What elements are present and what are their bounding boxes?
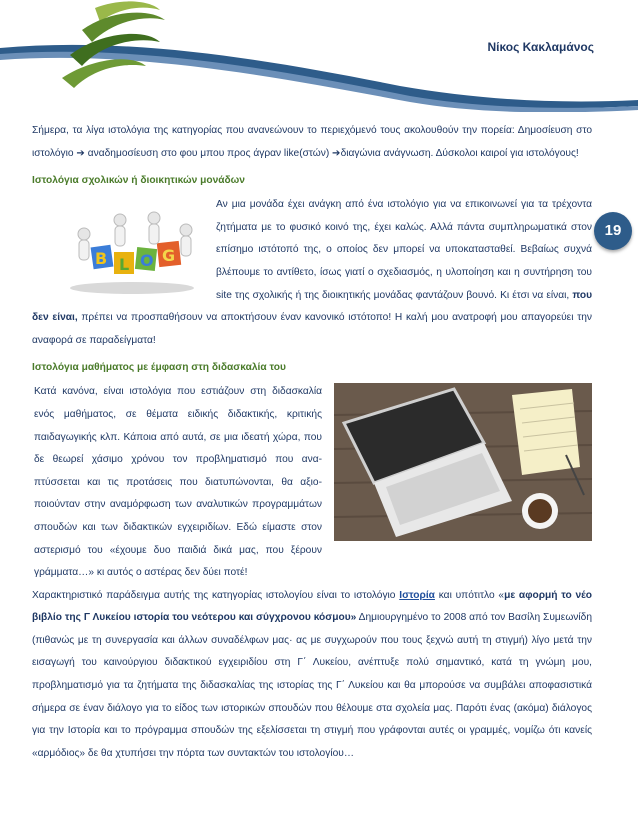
section3-text-b: και υπότιτλο «: [434, 589, 505, 601]
blog-people-icon: [62, 200, 202, 296]
svg-text:B: B: [95, 249, 108, 269]
svg-text:G: G: [162, 246, 176, 266]
section3-text-a: Χαρακτηριστικό παράδειγμα αυτής της κατηγορίας ιστολογίου είναι το ιστολόγιο: [32, 589, 400, 601]
header-swirl-logo: [0, 0, 638, 112]
section-heading-school-units: Ιστολόγια σχολικών ή διοικητικών μονάδων: [32, 175, 245, 187]
svg-text:O: O: [140, 251, 154, 271]
section3-paragraph: [32, 585, 592, 766]
arrow-right-icon: ➔: [76, 147, 85, 159]
page-header: [0, 0, 638, 112]
article-body: [32, 120, 592, 765]
section1-text-b: πρέπει να προσπαθήσουν να αποκτήσουν έναν κανονικό ιστότοπο! Η καλή μου ανατροφή μου απαγορεύει την αναφορά σε παραδείγματα!: [32, 312, 593, 346]
section-heading-course-blogs: Ιστολόγια μαθήματος με έμφαση στη διδασκαλία του: [32, 362, 286, 374]
intro-text-b: αναδημοσίευση στο φου μπου προς άγραν like(στών): [84, 147, 333, 159]
page-number-badge: 19: [594, 212, 632, 250]
author-name: Νίκος Κακλαμάνος: [487, 40, 594, 54]
historia-blog-link[interactable]: Ιστορία: [399, 589, 435, 601]
section3-text-c: Δημιουργημένο το 2008 από τον Βασίλη Συμεωνίδη (πιθανώς με τη συνεργασία και άλλων συναδέλφων μας· ας με συγχωρούν που τους ξεχνώ αυτή τη στιγμή) λίγο μετά την εισαγωγή του καινούργιου διδακτικού εγχειριδίου στη Γ΄ Λυκείου, ανέπτυξε πολύ σημαντικό, κατά τη γνώμη μου, προβληματισμό για τα ζητήματα της διδασκαλίας της ιστορίας της Γ΄ Λυκείου και θα μπορούσε να συμβάλει αποφασιστικά σήμερα σε έναν διάλογο για το είδος των ιστορικών σπουδών που θέλουμε στα σχολεία μας. Παρότι ένας (ακόμα) διάλογος για την Ιστορία και το πρόγραμμα σπουδών της εξελίσσεται τη στιγμή που γράφονται αυτές οι γραμμές, νομίζω ότι κανείς «αρμόδιος» δε θα χτυπήσει την πόρτα των συντακτών του ιστολογίου…: [32, 612, 592, 759]
intro-paragraph: [32, 120, 592, 165]
section1-bold-text: που δεν είναι,: [32, 289, 592, 324]
section1-text-a: Αν μια μονάδα έχει ανάγκη από ένα ιστολόγιο για να επικοινωνεί για τα τρέχοντα ζητήματα με το φυσικό κοινό της, έχει καλώς. Αλλά πάντα συμπληρωματικά στον επίσημο ιστότοπό της, ο οποίος δεν μπορεί να υποκατασταθεί. Βεβαίως συχνά βλέπουμε το αντίθετο, ίσως γιατί ο σχεδιασμός, η υλοποίηση και η συντήρηση του site της σχολικής ή της διοικητικής μονάδας φαντάζουν βουνό. Κι έτσι να είναι,: [216, 199, 592, 301]
laptop-photo-icon: [334, 383, 592, 541]
intro-text-a: Σήμερα, τα λίγα ιστολόγια της κατηγορίας που ανανεώνουν το περιεχόμενό τους ακολουθούν την πορεία: Δημοσίευση στο ιστολόγιο: [32, 125, 592, 159]
svg-text:L: L: [119, 255, 130, 275]
intro-text-c: διαγώνια ανάγνωση. Δύσκολοι καιροί για ιστολόγους!: [340, 147, 579, 159]
section3-bold-subtitle: με αφορμή το νέο βιβλίο της Γ Λυκείου ιστορία του νεότερου και σύγχρονου κόσμου»: [32, 589, 592, 624]
section2-paragraph: Κατά κανόνα, είναι ιστολόγια που εστιάζουν στη διδασκαλία ενός μαθήματος, σε θέματα ειδικής διδακτικής, κριτικής παιδαγωγικής κλπ. Κάποια από αυτά, σε μια ιδεατή χώρα, που δε θεωρεί χάσιμο χρόνου τον προβληματισμό που αναπτύσσεται και τις προτάσεις που διατυπώνονται, θα αξιοποιούνταν στην αναμόρφωση των αναλυτικών προγραμμάτων σπουδών και των διδακτικών εγχειριδίων. Εδώ είμαστε στον αστερισμό του «έχουμε δυο παιδιά δικά μας, που ξέρουν γράμματα…» κι αυτός ο αστέρας δεν δύει ποτέ!: [34, 386, 322, 579]
arrow-right-icon: ➔: [332, 147, 341, 159]
